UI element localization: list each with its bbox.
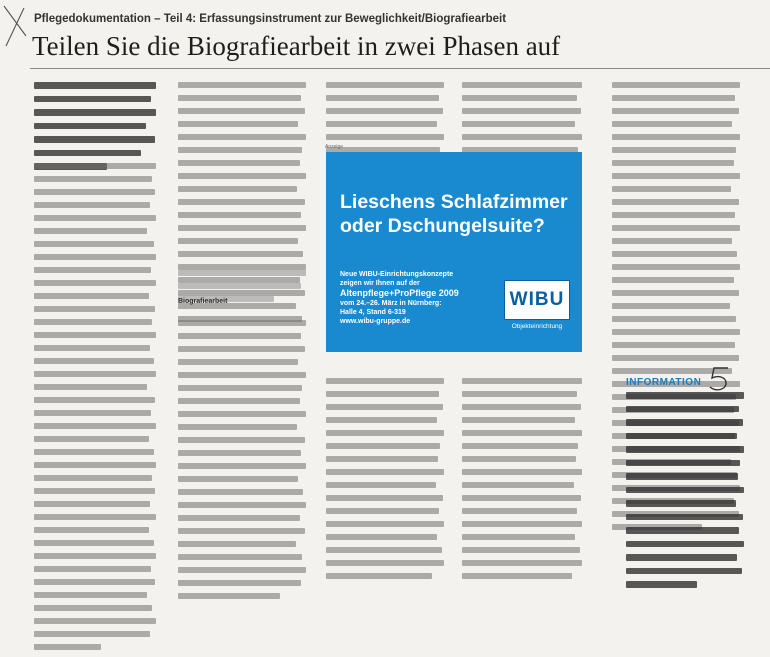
body-text-column-1 bbox=[34, 163, 156, 657]
ad-url[interactable]: www.wibu-gruppe.de bbox=[340, 318, 411, 325]
logo-subtitle: Objekteinrichtung bbox=[511, 323, 563, 330]
page-title: Teilen Sie die Biografiearbeit in zwei Phasen auf bbox=[32, 31, 561, 61]
info-box-title: INFORMATION bbox=[626, 377, 702, 388]
body-text-column-4-bottom bbox=[462, 378, 582, 586]
ad-label: Anzeige bbox=[325, 144, 344, 150]
series-line: Pflegedokumentation – Teil 4: Erfassungsinstrument zur Beweglichkeit/Biografiearbeit bbox=[34, 13, 507, 25]
ad-dates: vom 24.–26. März in Nürnberg: bbox=[340, 300, 442, 307]
ad-headline: Lieschens Schlafzimmer oder Dschungelsuite? bbox=[340, 191, 568, 237]
ad-booth: Halle 4, Stand 6-319 bbox=[340, 309, 406, 316]
body-text-column-3-bottom bbox=[326, 378, 444, 586]
advertisement[interactable] bbox=[326, 152, 582, 352]
wibu-logo bbox=[504, 280, 570, 336]
ad-body bbox=[340, 270, 496, 326]
handwritten-mark bbox=[702, 365, 736, 393]
ad-event: Altenpflege+ProPflege 2009 bbox=[340, 288, 459, 298]
subheading-biografiearbeit: Biografiearbeit bbox=[178, 298, 228, 305]
ad-line-1: Neue WIBU-Einrichtungskonzepte bbox=[340, 271, 454, 278]
logo-word: WIBU bbox=[509, 289, 565, 310]
info-box-text bbox=[626, 392, 744, 595]
ad-line-2: zeigen wir Ihnen auf der bbox=[340, 280, 420, 287]
title-rule bbox=[30, 68, 770, 69]
body-text-column-2-bottom bbox=[178, 320, 306, 606]
